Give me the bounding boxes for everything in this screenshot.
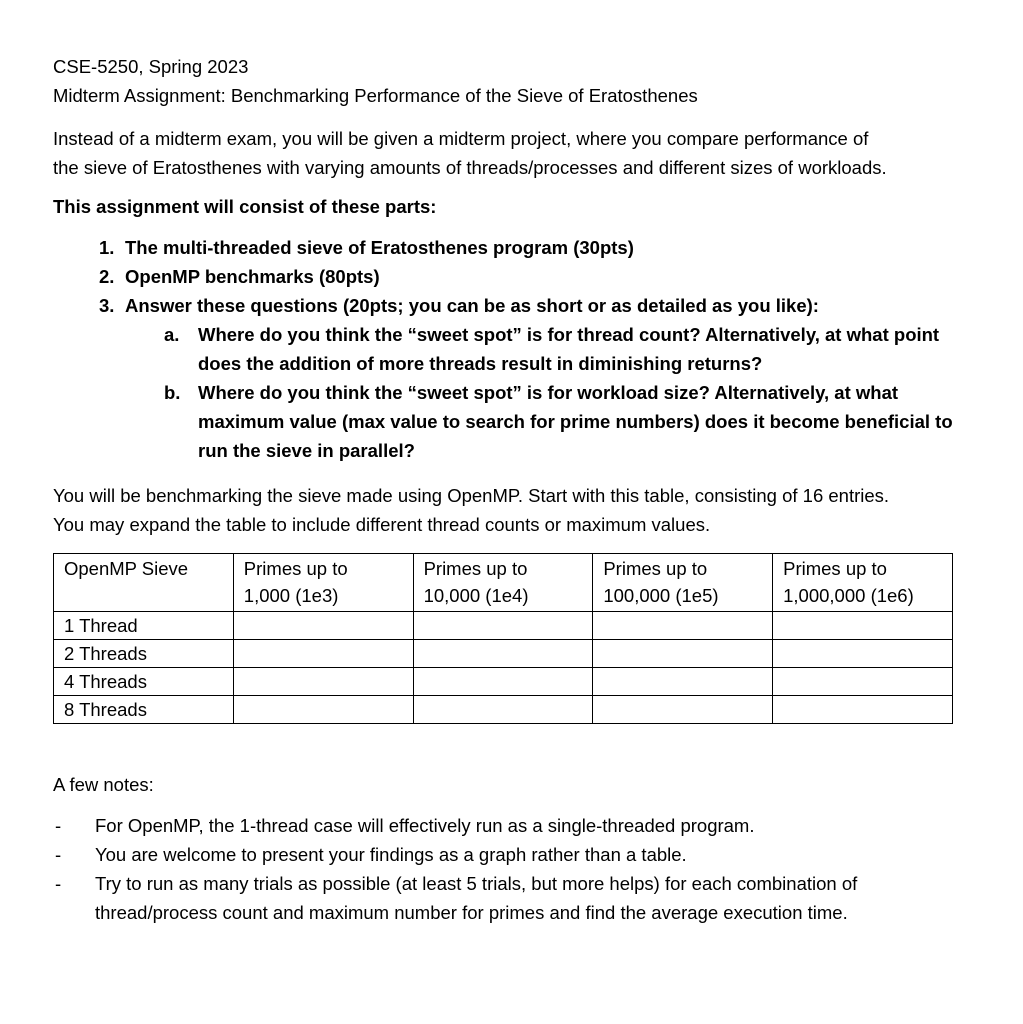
column-header: Primes up to 10,000 (1e4): [413, 554, 593, 612]
table-header-row: [54, 554, 953, 612]
parts-heading: This assignment will consist of these parts:: [53, 196, 437, 217]
bullet-dash: -: [55, 873, 62, 894]
row-label: 2 Threads: [54, 640, 234, 668]
list-item: [53, 378, 993, 465]
list-item: [53, 811, 993, 840]
parts-list: [53, 233, 993, 320]
table-cell: [413, 612, 593, 640]
table-cell: [773, 640, 953, 668]
benchmark-intro-line-1: You will be benchmarking the sieve made using OpenMP. Start with this table, consisting of 16 entries.: [53, 485, 890, 506]
question-b-line-3: run the sieve in parallel?: [198, 440, 415, 461]
part-number: 3.: [99, 295, 115, 316]
table-corner-cell: OpenMP Sieve: [54, 554, 234, 612]
assignment-title: Midterm Assignment: Benchmarking Performance of the Sieve of Eratosthenes: [53, 85, 698, 106]
part-text: The multi-threaded sieve of Eratosthenes program (30pts): [125, 237, 634, 258]
row-label: 4 Threads: [54, 668, 234, 696]
list-item: [53, 320, 993, 378]
note-text: For OpenMP, the 1-thread case will effectively run as a single-threaded program.: [95, 815, 755, 836]
question-label: a.: [164, 324, 180, 345]
document-page: [53, 52, 993, 927]
table-cell: [593, 696, 773, 724]
question-b-line-1: Where do you think the “sweet spot” is for workload size? Alternatively, at what: [198, 382, 899, 403]
question-a-line-1: Where do you think the “sweet spot” is for thread count? Alternatively, at what point: [198, 324, 940, 345]
bullet-dash: -: [55, 844, 62, 865]
table-row: [54, 640, 953, 668]
table-row: [54, 612, 953, 640]
question-label: b.: [164, 382, 181, 403]
list-item: [53, 840, 993, 869]
questions-list: [53, 320, 993, 465]
list-item: [53, 262, 993, 291]
notes-list: [53, 811, 993, 927]
table-cell: [773, 668, 953, 696]
row-label: 1 Thread: [54, 612, 234, 640]
table-cell: [773, 696, 953, 724]
table-cell: [413, 668, 593, 696]
column-header: Primes up to 1,000,000 (1e6): [773, 554, 953, 612]
note-text: Try to run as many trials as possible (at least 5 trials, but more helps) for each combination of: [95, 873, 858, 894]
question-a-line-2: does the addition of more threads result in diminishing returns?: [198, 353, 763, 374]
intro-line-1: Instead of a midterm exam, you will be given a midterm project, where you compare performance of: [53, 128, 869, 149]
row-label: 8 Threads: [54, 696, 234, 724]
table-row: [54, 696, 953, 724]
table-cell: [593, 612, 773, 640]
part-number: 1.: [99, 237, 115, 258]
note-text: You are welcome to present your findings as a graph rather than a table.: [95, 844, 687, 865]
column-header: Primes up to 100,000 (1e5): [593, 554, 773, 612]
course-line: CSE-5250, Spring 2023: [53, 56, 249, 77]
table-cell: [413, 696, 593, 724]
table-cell: [413, 640, 593, 668]
list-item: [53, 291, 993, 320]
column-header: Primes up to 1,000 (1e3): [233, 554, 413, 612]
table-cell: [593, 640, 773, 668]
benchmark-table: [53, 553, 953, 724]
table-cell: [233, 612, 413, 640]
table-cell: [593, 668, 773, 696]
note-text-continued: thread/process count and maximum number for primes and find the average execution time.: [95, 902, 848, 923]
list-item: [53, 869, 993, 927]
table-cell: [233, 696, 413, 724]
question-b-line-2: maximum value (max value to search for prime numbers) does it become beneficial to: [198, 411, 953, 432]
table-cell: [233, 668, 413, 696]
intro-line-2: the sieve of Eratosthenes with varying amounts of threads/processes and different sizes of workloads.: [53, 157, 887, 178]
table-cell: [233, 640, 413, 668]
part-number: 2.: [99, 266, 115, 287]
bullet-dash: -: [55, 815, 62, 836]
notes-heading: A few notes:: [53, 774, 154, 795]
benchmark-intro-line-2: You may expand the table to include different thread counts or maximum values.: [53, 514, 711, 535]
part-text: OpenMP benchmarks (80pts): [125, 266, 380, 287]
table-row: [54, 668, 953, 696]
table-cell: [773, 612, 953, 640]
list-item: [53, 233, 993, 262]
part-text: Answer these questions (20pts; you can be as short or as detailed as you like):: [125, 295, 819, 316]
